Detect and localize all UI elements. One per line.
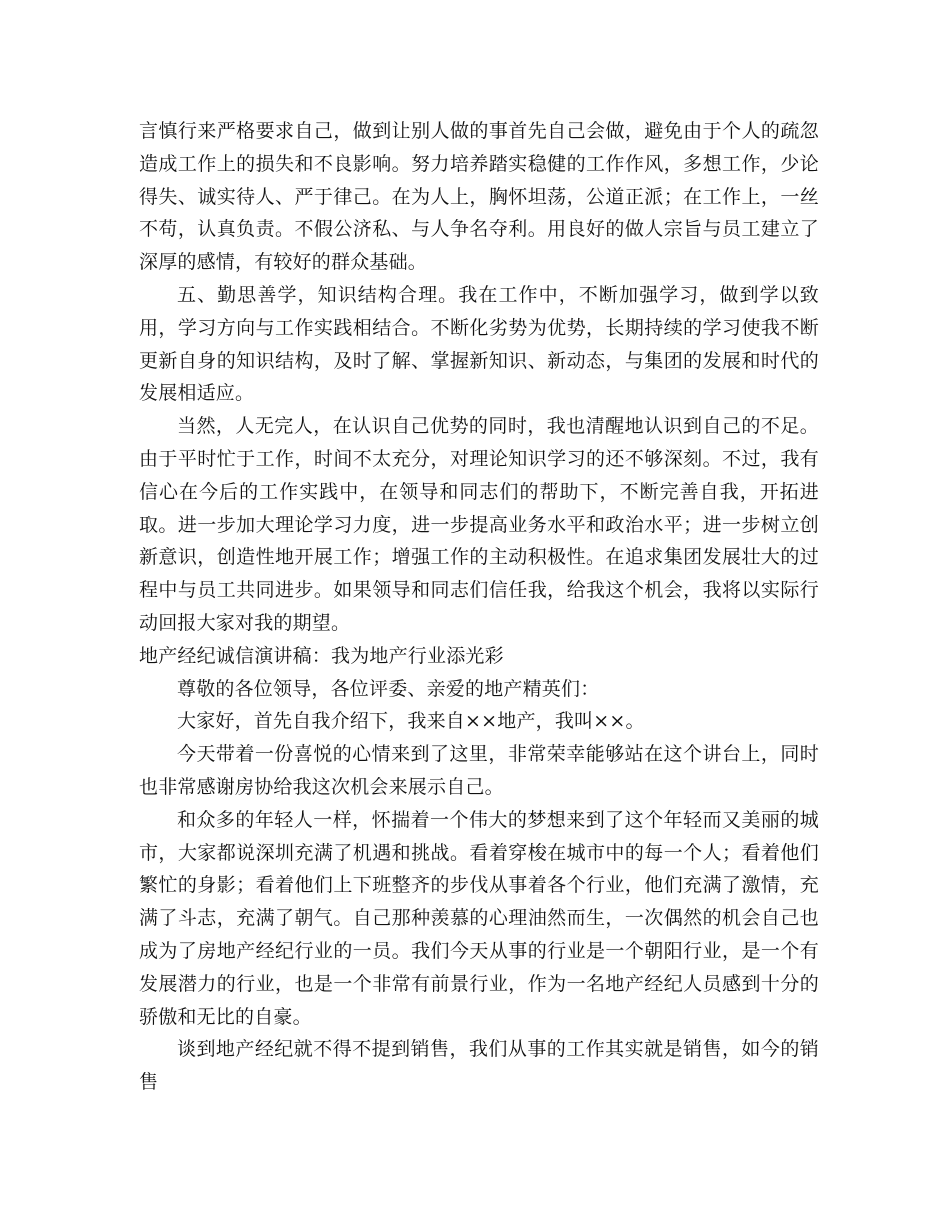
speech-greeting: 大家好，首先自我介绍下，我来自××地产，我叫××。 bbox=[177, 710, 645, 733]
speech-paragraph: 谈到地产经纪就不得不提到销售，我们从事的工作其实就是销售，如今的销售 bbox=[139, 1038, 819, 1094]
paragraph-self-assessment: 当然，人无完人，在认识自己优势的同时，我也清醒地认识到自己的不足。由于平时忙于工作，时间不太充分，对理论知识学习的还不够深刻。不过，我有信心在今后的工作实践中，在领导和同志们的帮助下，不断完善自我，开拓进取。进一步加大理论学习力度，进一步提高业务水平和政治水平；进一步树立创新意识，创造性地开展工作；增强工作的主动积极性。在追求集团发展壮大的过程中与员工共同进步。如果领导和同志们信任我，给我这个机会，我将以实际行动回报大家对我的期望。 bbox=[139, 415, 819, 634]
paragraph-continued: 言慎行来严格要求自己，做到让别人做的事首先自己会做，避免由于个人的疏忽造成工作上的损失和不良影响。努力培养踏实稳健的工作作风，多想工作，少论得失、诚实待人、严于律己。在为人上，胸怀坦荡，公道正派；在工作上，一丝不苟，认真负责。不假公济私、与人争名夺利。用良好的做人宗旨与员工建立了深厚的感情，有较好的群众基础。 bbox=[139, 120, 819, 274]
paragraph-section-five: 五、勤思善学，知识结构合理。我在工作中，不断加强学习，做到学以致用，学习方向与工作实践相结合。不断化劣势为优势，长期持续的学习使我不断更新自身的知识结构，及时了解、掌握新知识、新动态，与集团的发展和时代的发展相适应。 bbox=[139, 283, 819, 405]
speech-salutation: 尊敬的各位领导，各位评委、亲爱的地产精英们： bbox=[177, 677, 600, 700]
speech-paragraph: 今天带着一份喜悦的心情来到了这里，非常荣幸能够站在这个讲台上，同时也非常感谢房协给我这次机会来展示自己。 bbox=[139, 743, 819, 798]
document-body bbox=[139, 115, 819, 1099]
speech-title: 地产经纪诚信演讲稿：我为地产行业添光彩 bbox=[139, 644, 504, 667]
speech-paragraph: 和众多的年轻人一样，怀揣着一个伟大的梦想来到了这个年轻而又美丽的城市，大家都说深圳充满了机遇和挑战。看着穿梭在城市中的每一个人；看着他们繁忙的身影；看着他们上下班整齐的步伐从事着各个行业，他们充满了激情，充满了斗志，充满了朝气。自己那种羡慕的心理油然而生，一次偶然的机会自己也成为了房地产经纪行业的一员。我们今天从事的行业是一个朝阳行业，是一个有发展潜力的行业，也是一个非常有前景行业，作为一名地产经纪人员感到十分的骄傲和无比的自豪。 bbox=[139, 808, 819, 1028]
